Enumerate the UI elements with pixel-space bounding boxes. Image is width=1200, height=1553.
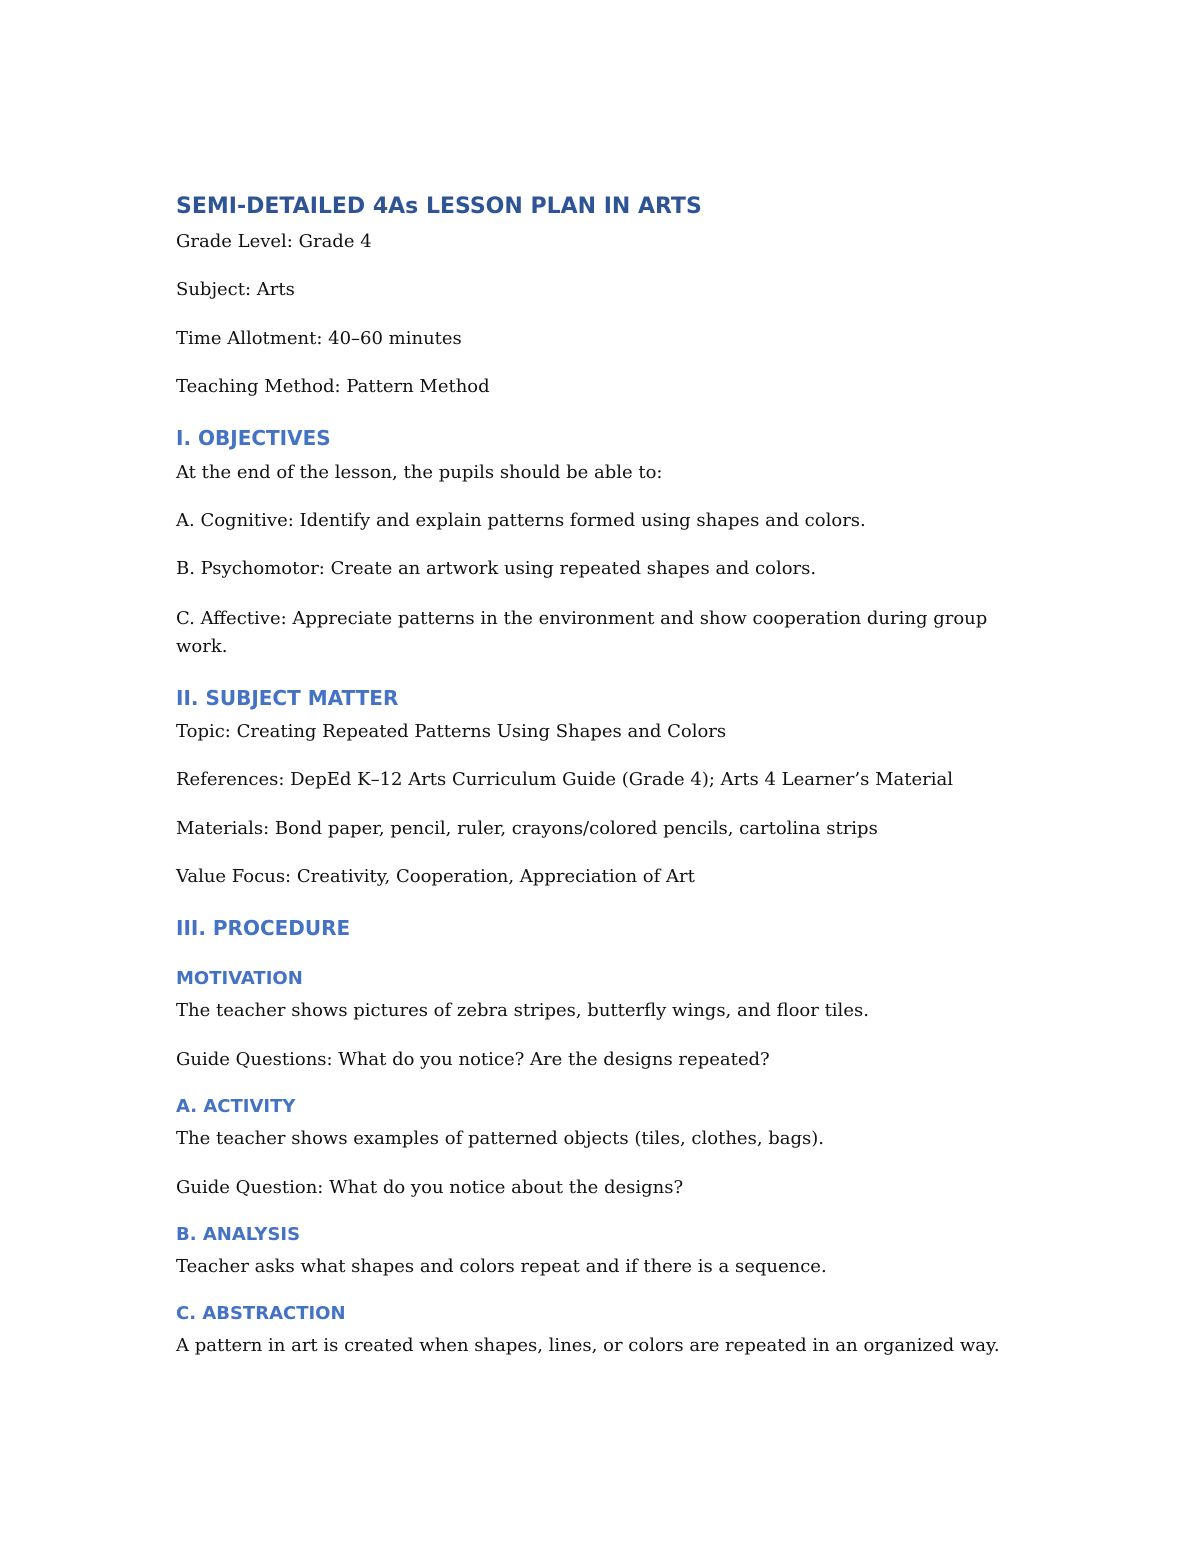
- objective-psychomotor: B. Psychomotor: Create an artwork using repeated shapes and colors.: [176, 558, 817, 579]
- activity-guide-question: Guide Question: What do you notice about the designs?: [176, 1177, 684, 1198]
- objectives-heading: I. OBJECTIVES: [176, 426, 331, 450]
- objectives-intro: At the end of the lesson, the pupils should be able to:: [176, 462, 663, 483]
- motivation-guide-questions: Guide Questions: What do you notice? Are the designs repeated?: [176, 1049, 770, 1070]
- abstraction-text: A pattern in art is created when shapes, lines, or colors are repeated in an organized way.: [176, 1335, 1000, 1356]
- activity-heading: A. ACTIVITY: [176, 1096, 296, 1117]
- abstraction-heading: C. ABSTRACTION: [176, 1303, 346, 1324]
- subject-line: Subject: Arts: [176, 279, 295, 300]
- grade-level-line: Grade Level: Grade 4: [176, 231, 372, 252]
- objective-affective: C. Affective: Appreciate patterns in the environment and show cooperation during group work.: [176, 608, 988, 657]
- analysis-heading: B. ANALYSIS: [176, 1224, 301, 1245]
- teaching-method-line: Teaching Method: Pattern Method: [176, 376, 490, 397]
- analysis-text: Teacher asks what shapes and colors repeat and if there is a sequence.: [176, 1256, 827, 1277]
- motivation-heading: MOTIVATION: [176, 968, 303, 989]
- time-allotment-line: Time Allotment: 40–60 minutes: [176, 328, 462, 349]
- materials-line: Materials: Bond paper, pencil, ruler, crayons/colored pencils, cartolina strips: [176, 818, 878, 839]
- procedure-heading: III. PROCEDURE: [176, 916, 351, 940]
- topic-line: Topic: Creating Repeated Patterns Using Shapes and Colors: [176, 721, 727, 742]
- references-line: References: DepEd K–12 Arts Curriculum Guide (Grade 4); Arts 4 Learner’s Material: [176, 769, 953, 790]
- document-title: SEMI-DETAILED 4As LESSON PLAN IN ARTS: [176, 194, 702, 219]
- objective-cognitive: A. Cognitive: Identify and explain patterns formed using shapes and colors.: [176, 510, 866, 531]
- subject-matter-heading: II. SUBJECT MATTER: [176, 686, 399, 710]
- value-focus-line: Value Focus: Creativity, Cooperation, Appreciation of Art: [176, 866, 695, 887]
- motivation-text: The teacher shows pictures of zebra stripes, butterfly wings, and floor tiles.: [176, 1000, 869, 1021]
- activity-text: The teacher shows examples of patterned objects (tiles, clothes, bags).: [176, 1128, 825, 1149]
